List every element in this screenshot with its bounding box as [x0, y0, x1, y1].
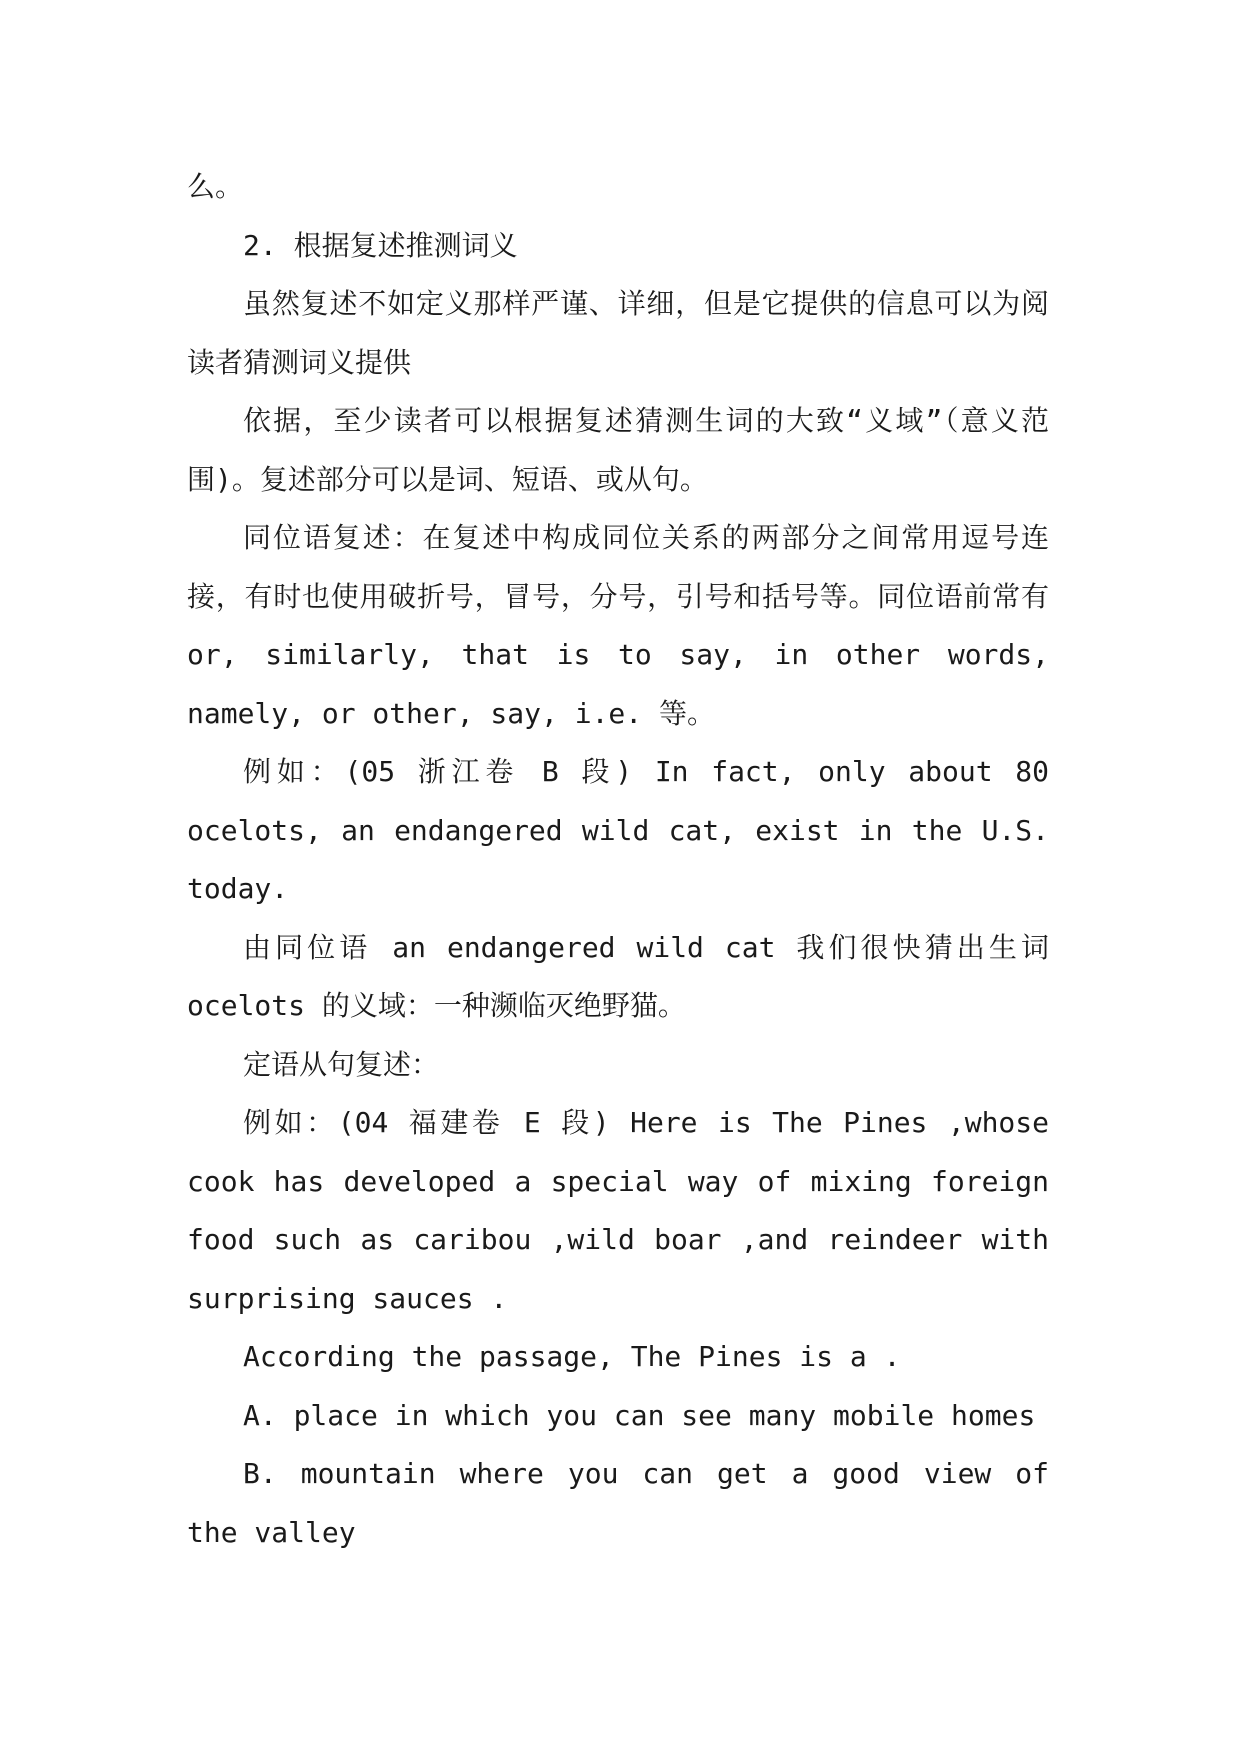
question-stem: According the passage, The Pines is a .	[243, 1340, 901, 1373]
example-paragraph: 例如：(05 浙江卷 B 段) In fact, only about 80 ocelots, an endangered wild cat, exist in the U.S. today.	[187, 755, 1049, 905]
paragraph: 依据，至少读者可以根据复述猜测生词的大致“义域”（意义范围)。复述部分可以是词、短语、或从句。	[187, 404, 1049, 496]
paragraph-continuation: 么。	[187, 170, 244, 203]
answer-option-b: B. mountain where you can get a good view of the valley	[187, 1457, 1049, 1549]
paragraph-appositive: 同位语复述：在复述中构成同位关系的两部分之间常用逗号连接，有时也使用破折号，冒号，分号，引号和括号等。同位语前常有 or, similarly, that is to say, in other words, namely, or other, say, i.e. 等。	[187, 521, 1049, 730]
subheading: 定语从句复述：	[243, 1047, 440, 1081]
paragraph: 虽然复述不如定义那样严谨、详细，但是它提供的信息可以为阅读者猜测词义提供	[187, 287, 1049, 379]
document-body	[187, 158, 1049, 1562]
paragraph: 由同位语 an endangered wild cat 我们很快猜出生词 ocelots 的义域：一种濒临灭绝野猫。	[187, 930, 1049, 1022]
answer-option-a: A. place in which you can see many mobile homes	[243, 1398, 1036, 1432]
section-heading: 2. 根据复述推测词义	[243, 228, 518, 262]
example-paragraph: 例如：(04 福建卷 E 段) Here is The Pines ,whose cook has developed a special way of mixing foreign food such as caribou ,wild boar ,and reindeer with surprising sauces .	[187, 1106, 1049, 1315]
